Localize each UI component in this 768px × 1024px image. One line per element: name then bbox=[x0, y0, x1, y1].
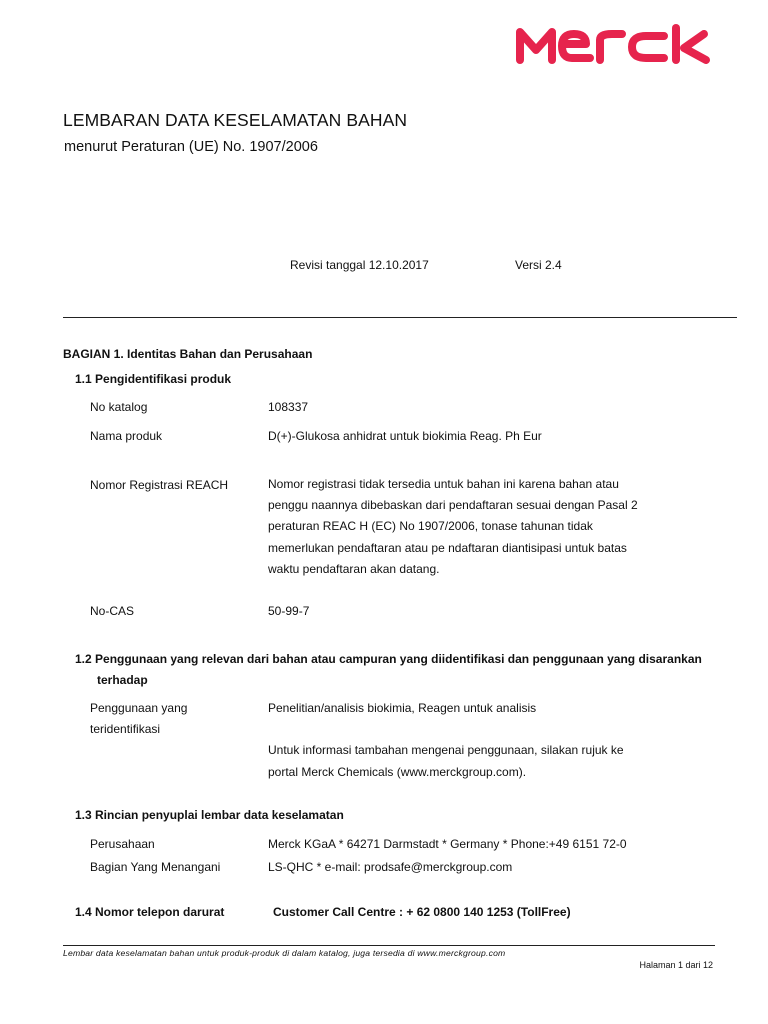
department-label: Bagian Yang Menangani bbox=[90, 860, 221, 874]
reach-line: Nomor registrasi tidak tersedia untuk bahan ini karena bahan atau bbox=[268, 477, 619, 491]
identified-use-value: Penelitian/analisis biokimia, Reagen untuk analisis bbox=[268, 701, 537, 715]
catalog-value: 108337 bbox=[268, 400, 309, 414]
reach-text bbox=[268, 474, 638, 580]
department-value: LS-QHC * e-mail: prodsafe@merckgroup.com bbox=[268, 860, 513, 874]
use-info-text-cont: portal Merck Chemicals (www.merckgroup.com). bbox=[268, 765, 527, 779]
cas-value: 50-99-7 bbox=[268, 604, 310, 618]
reach-line: penggu naannya dibebaskan dari pendaftaran sesuai dengan Pasal 2 bbox=[268, 498, 638, 513]
reach-line: memerlukan pendaftaran atau pe ndaftaran diantisipasi untuk batas bbox=[268, 540, 627, 555]
section-1-1-title: 1.1 Pengidentifikasi produk bbox=[75, 372, 232, 386]
page-number: Halaman 1 dari 12 bbox=[639, 960, 713, 970]
document-subtitle: menurut Peraturan (UE) No. 1907/2006 bbox=[64, 139, 318, 155]
company-value: Merck KGaA * 64271 Darmstadt * Germany * Phone:+49 6151 72-0 bbox=[268, 837, 627, 851]
cas-label: No-CAS bbox=[90, 604, 135, 618]
version-number: Versi 2.4 bbox=[515, 258, 562, 272]
reach-label: Nomor Registrasi REACH bbox=[90, 478, 229, 492]
section-1-3-title: 1.3 Rincian penyuplai lembar data keselamatan bbox=[75, 808, 344, 822]
reach-line: peraturan REAC H (EC) No 1907/2006, tonase tahunan tidak bbox=[268, 519, 593, 534]
header-divider bbox=[63, 317, 737, 318]
section-1-heading: BAGIAN 1. Identitas Bahan dan Perusahaan bbox=[63, 347, 313, 361]
section-1-2-title: 1.2 Penggunaan yang relevan dari bahan atau campuran yang diidentifikasi dan penggunaan yang disarankan bbox=[75, 652, 702, 666]
product-name-value: D(+)-Glukosa anhidrat untuk biokimia Reag. Ph Eur bbox=[268, 429, 542, 443]
section-1-4-title: 1.4 Nomor telepon darurat bbox=[75, 905, 225, 919]
use-info-text: Untuk informasi tambahan mengenai penggunaan, silakan rujuk ke bbox=[268, 743, 624, 757]
identified-use-label: Penggunaan yang bbox=[90, 701, 188, 715]
product-name-label: Nama produk bbox=[90, 429, 163, 443]
footer-note: Lembar data keselamatan bahan untuk produk-produk di dalam katalog, juga tersedia di www.merckgroup.com bbox=[63, 948, 506, 958]
company-label: Perusahaan bbox=[90, 837, 155, 851]
section-1-2-title-cont: terhadap bbox=[97, 673, 148, 687]
merck-logo bbox=[514, 24, 736, 66]
identified-use-label-cont: teridentifikasi bbox=[90, 722, 161, 736]
emergency-phone-value: Customer Call Centre : + 62 0800 140 1253 (TollFree) bbox=[273, 905, 571, 919]
reach-line: waktu pendaftaran akan datang. bbox=[268, 561, 440, 576]
revision-date: Revisi tanggal 12.10.2017 bbox=[290, 258, 429, 272]
document-title: LEMBARAN DATA KESELAMATAN BAHAN bbox=[63, 110, 408, 130]
footer-divider bbox=[63, 945, 715, 946]
catalog-label: No katalog bbox=[90, 400, 148, 414]
